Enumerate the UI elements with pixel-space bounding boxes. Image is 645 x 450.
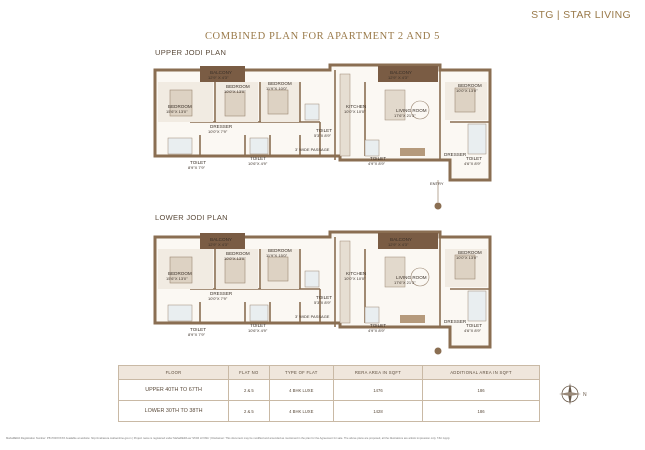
bedroom-b-dim: 10'0"X 13'0" bbox=[224, 256, 246, 261]
bedroom-a-dim: 15'6"X 13'0" bbox=[166, 109, 188, 114]
toilet-d-label: TOILET bbox=[370, 323, 386, 328]
toilet-a-label: TOILET bbox=[190, 160, 206, 165]
toilet-c-dim: 5'3"X 8'9" bbox=[314, 300, 332, 305]
lower-floor-plan bbox=[150, 227, 495, 357]
bedroom-d-label: BEDROOM bbox=[458, 250, 482, 255]
toilet-b-dim: 10'6"X 4'9" bbox=[248, 161, 268, 166]
bedroom-d-label: BEDROOM bbox=[458, 83, 482, 88]
floor-cell: LOWER 30TH TO 38TH bbox=[119, 401, 229, 422]
toilet-e-dim: 4'6"X 8'9" bbox=[464, 328, 482, 333]
toilet-a-dim: 8'9"X 7'9" bbox=[188, 332, 206, 337]
kitchen-dim: 10'0"X 10'0" bbox=[344, 276, 366, 281]
col-additional-area: ADDITIONAL AREA IN SQFT bbox=[423, 366, 540, 380]
balcony-left-dim: 12'9" X 4'3" bbox=[208, 75, 229, 80]
bedroom-a-label: BEDROOM bbox=[168, 271, 192, 276]
balcony-right-dim: 12'9" X 4'3" bbox=[388, 75, 409, 80]
toilet-e-label: TOILET bbox=[466, 323, 482, 328]
toilet-d-dim: 4'9"X 8'9" bbox=[368, 328, 386, 333]
toilet-c-label: TOILET bbox=[316, 295, 332, 300]
additional-cell: 186 bbox=[423, 380, 540, 401]
bedroom-c-label: BEDROOM bbox=[268, 248, 292, 253]
balcony-left-dim: 12'9" X 4'3" bbox=[208, 242, 229, 247]
living-label: LIVING ROOM bbox=[396, 275, 427, 280]
col-rera-area: RERA AREA IN SQFT bbox=[333, 366, 422, 380]
unit-spec-table bbox=[118, 365, 540, 422]
toilet-d-dim: 4'9"X 8'9" bbox=[368, 161, 386, 166]
additional-cell: 186 bbox=[423, 401, 540, 422]
table-header-row bbox=[119, 366, 540, 380]
toilet-c-dim: 5'3"X 8'9" bbox=[314, 133, 332, 138]
bedroom-d-dim: 10'0"X 13'0" bbox=[456, 255, 478, 260]
page-title: COMBINED PLAN FOR APARTMENT 2 AND 5 bbox=[204, 31, 441, 42]
bedroom-a-label: BEDROOM bbox=[168, 104, 192, 109]
dresser-dim: 10'0"X 7'9" bbox=[208, 129, 228, 134]
kitchen-dim: 10'0"X 10'0" bbox=[344, 109, 366, 114]
dresser-right-label: DRESSER bbox=[444, 152, 467, 157]
rera-cell: 1476 bbox=[333, 380, 422, 401]
footer-disclaimer: MahaRERA Registration Number: P51700XXXXX Available at website: http://maharera.mahaonline.gov.in | Project name is registered under MahaRERA as 'STAR LIVING' | Disclaimer: This document may be modified and amended as mentioned in the plan for the Agreement for sale. The above plans are proposed, all the illustrations are artistic impression only. T&C Apply. bbox=[6, 437, 451, 440]
toilet-b-label: TOILET bbox=[250, 156, 266, 161]
brand-logo: STG | STAR LIVING bbox=[531, 9, 631, 21]
dresser-label: DRESSER bbox=[210, 124, 233, 129]
entry-label: ENTRY bbox=[430, 181, 444, 186]
toilet-b-dim: 10'6"X 4'9" bbox=[248, 328, 268, 333]
bedroom-b-dim: 10'0"X 13'0" bbox=[224, 89, 246, 94]
balcony-left-label: BALCONY bbox=[210, 70, 232, 75]
type-cell: 4 BHK LUXE bbox=[269, 401, 333, 422]
balcony-right-label: BALCONY bbox=[390, 70, 412, 75]
passage-label: 3' WIDE PASSAGE bbox=[295, 147, 330, 152]
living-dim: 17'6"X 21'3" bbox=[394, 113, 416, 118]
upper-plan-label: UPPER JODI PLAN bbox=[155, 48, 227, 57]
rera-cell: 1428 bbox=[333, 401, 422, 422]
bedroom-c-label: BEDROOM bbox=[268, 81, 292, 86]
bedroom-b-label: BEDROOM bbox=[226, 84, 250, 89]
lower-plan-label: LOWER JODI PLAN bbox=[155, 213, 228, 222]
bedroom-b-label: BEDROOM bbox=[226, 251, 250, 256]
bedroom-c-dim: 11'9"X 10'0" bbox=[266, 86, 288, 91]
dresser-dim: 10'0"X 7'9" bbox=[208, 296, 228, 301]
table-row bbox=[119, 401, 540, 422]
dresser-right-label: DRESSER bbox=[444, 319, 467, 324]
toilet-e-dim: 4'6"X 8'9" bbox=[464, 161, 482, 166]
toilet-e-label: TOILET bbox=[466, 156, 482, 161]
floor-cell: UPPER 40TH TO 67TH bbox=[119, 380, 229, 401]
bedroom-c-dim: 11'9"X 15'0" bbox=[266, 253, 288, 258]
col-floor: FLOOR bbox=[119, 366, 229, 380]
kitchen-label: KITCHEN bbox=[346, 104, 367, 109]
flat-cell: 2 & 5 bbox=[229, 401, 270, 422]
bedroom-a-dim: 15'6"X 13'0" bbox=[166, 276, 188, 281]
living-label: LIVING ROOM bbox=[396, 108, 427, 113]
type-cell: 4 BHK LUXE bbox=[269, 380, 333, 401]
dresser-label: DRESSER bbox=[210, 291, 233, 296]
toilet-c-label: TOILET bbox=[316, 128, 332, 133]
upper-floor-plan bbox=[150, 60, 495, 215]
flat-cell: 2 & 5 bbox=[229, 380, 270, 401]
bedroom-d-dim: 10'0"X 13'0" bbox=[456, 88, 478, 93]
passage-label: 3' WIDE PASSAGE bbox=[295, 314, 330, 319]
balcony-right-label: BALCONY bbox=[390, 237, 412, 242]
kitchen-label: KITCHEN bbox=[346, 271, 367, 276]
toilet-b-label: TOILET bbox=[250, 323, 266, 328]
table-row bbox=[119, 380, 540, 401]
col-type: TYPE OF FLAT bbox=[269, 366, 333, 380]
col-flat-no: FLAT NO bbox=[229, 366, 270, 380]
compass-north-label: N bbox=[583, 392, 587, 398]
toilet-d-label: TOILET bbox=[370, 156, 386, 161]
balcony-right-dim: 12'9" X 4'3" bbox=[388, 242, 409, 247]
balcony-left-label: BALCONY bbox=[210, 237, 232, 242]
toilet-a-label: TOILET bbox=[190, 327, 206, 332]
living-dim: 17'6"X 21'3" bbox=[394, 280, 416, 285]
compass-icon bbox=[556, 380, 592, 408]
toilet-a-dim: 8'9"X 7'9" bbox=[188, 165, 206, 170]
